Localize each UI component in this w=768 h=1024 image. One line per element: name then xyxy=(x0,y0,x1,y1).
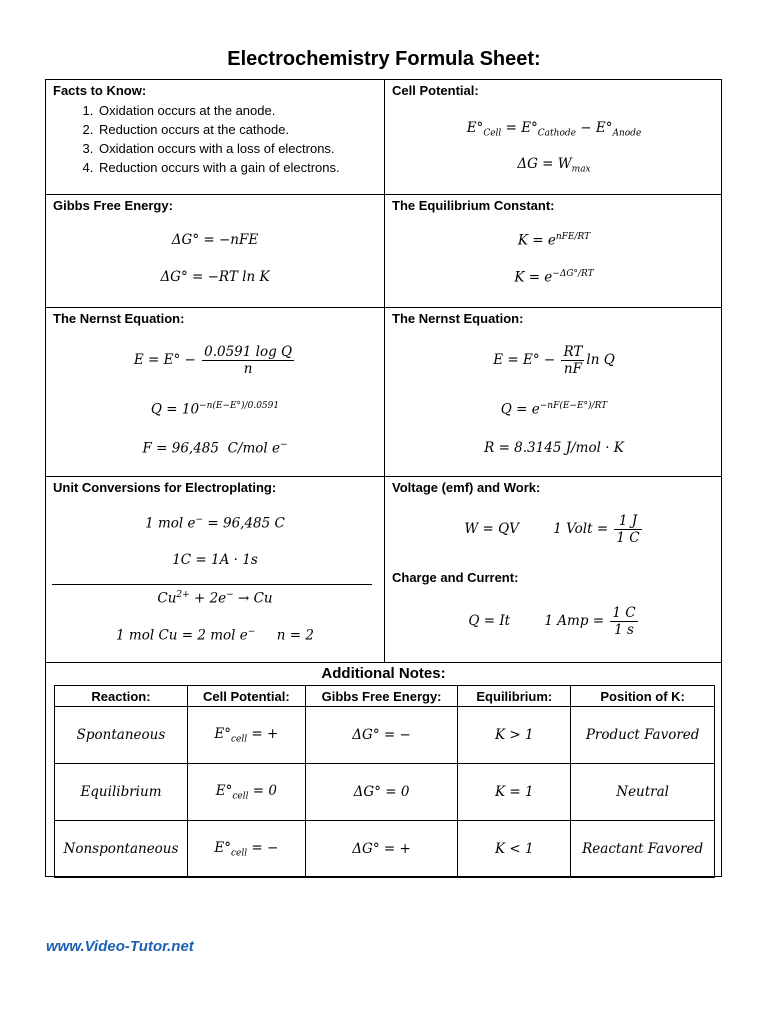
max-work-equation: $\Delta G = W_{max}$ xyxy=(517,156,591,175)
column-header: Reaction: xyxy=(55,686,188,707)
reaction-cell: Spontaneous xyxy=(55,707,188,764)
fact-item: 4. Reduction occurs with a gain of electrons. xyxy=(97,158,377,177)
nernst-log-section xyxy=(46,308,384,476)
equilibrium-constant-heading: The Equilibrium Constant: xyxy=(392,198,555,213)
faraday-constant: F = 96,485 C/mol e− xyxy=(142,440,288,457)
nernst-ln-section xyxy=(385,308,723,476)
cell-potential-cell: $E^\circ_{cell}$ = + xyxy=(187,707,305,764)
gibbs-cell: ΔG° = + xyxy=(305,821,458,878)
gas-constant: R = 8.3145 J/mol · K xyxy=(484,440,624,456)
notes-title: Additional Notes: xyxy=(321,665,446,682)
position-cell: Neutral xyxy=(571,764,715,821)
k-nfe-equation: $K = e^{nFE/RT}$ xyxy=(517,232,591,249)
facts-heading: Facts to Know: xyxy=(53,83,147,98)
nernst-log-heading: The Nernst Equation: xyxy=(53,311,185,326)
reaction-cell: Nonspontaneous xyxy=(55,821,188,878)
column-header: Equilibrium: xyxy=(458,686,571,707)
k-relation-cell: K < 1 xyxy=(458,821,571,878)
unit-conversions-section xyxy=(46,477,384,663)
reaction-cell: Equilibrium xyxy=(55,764,188,821)
unit-conversions-heading: Unit Conversions for Electroplating: xyxy=(53,480,277,495)
page-title: Electrochemistry Formula Sheet: xyxy=(227,48,541,70)
cell-sign: − xyxy=(267,839,279,856)
gibbs-sign: 0 xyxy=(400,784,410,800)
additional-notes-section xyxy=(45,663,722,877)
formula-grid xyxy=(45,79,722,663)
copper-mole-ratio: 1 mol Cu = 2 mol e− n = 2 xyxy=(116,627,314,644)
q-log-equation: $Q = 10^{-n(E-E^\circ)/0.0591}$ xyxy=(150,401,280,418)
nernst-ln-heading: The Nernst Equation: xyxy=(392,311,524,326)
gibbs-sign: + xyxy=(399,841,411,857)
cell-sign: 0 xyxy=(268,782,277,799)
cell-potential-cell: $E^\circ_{cell}$ = − xyxy=(187,821,305,878)
gibbs-heading: Gibbs Free Energy: xyxy=(53,198,173,213)
nernst-ln-equation: E = E° − $\frac{RT}{nF}$ ln Q xyxy=(493,344,615,377)
q-ln-equation: $Q = e^{-nF(E-E^\circ)/RT}$ xyxy=(500,401,608,418)
section-divider xyxy=(52,584,372,585)
coulomb-conversion: 1C = 1A · 1s xyxy=(172,552,258,568)
cell-sign: + xyxy=(267,725,279,742)
cell-potential-heading: Cell Potential: xyxy=(392,83,479,98)
table-header-row xyxy=(55,686,715,707)
faraday-value: 96,485 xyxy=(223,515,271,532)
gas-constant-value: 8.3145 xyxy=(514,440,562,456)
fact-item: 3. Oxidation occurs with a loss of electrons. xyxy=(97,139,377,158)
facts-section xyxy=(46,80,384,194)
k-relation-cell: K = 1 xyxy=(458,764,571,821)
facts-list xyxy=(53,101,377,177)
gibbs-sign: − xyxy=(399,727,411,743)
cell-potential-equation: $E^\circ_{Cell} = E^\circ_{Cathode} - E^\circ_{Anode}$ xyxy=(466,120,642,139)
k-relation-cell: K > 1 xyxy=(458,707,571,764)
equilibrium-constant-section xyxy=(385,195,723,307)
gibbs-section xyxy=(46,195,384,307)
k-gibbs-equation: $K = e^{-\Delta G^\circ/RT}$ xyxy=(514,269,594,286)
table-row xyxy=(55,821,715,878)
website-link[interactable]: www.Video-Tutor.net xyxy=(46,938,194,955)
gibbs-rtlnk-equation: ΔG° = −RT ln K xyxy=(160,269,270,285)
mol-electron-conversion: 1 mol e− = 96,485 C xyxy=(145,515,285,532)
cell-potential-section xyxy=(385,80,723,194)
faraday-value: 96,485 xyxy=(171,440,219,457)
position-cell: Reactant Favored xyxy=(571,821,715,878)
notes-table xyxy=(54,685,715,878)
table-row xyxy=(55,707,715,764)
gibbs-nfe-equation: ΔG° = −nFE xyxy=(171,232,259,248)
nernst-log-equation: E = E° − $\frac{\text{0.0591 log Q}}{n}$ xyxy=(133,344,293,377)
column-header: Gibbs Free Energy: xyxy=(305,686,458,707)
cell-potential-cell: $E^\circ_{cell} = 0$ xyxy=(187,764,305,821)
charge-current-heading: Charge and Current: xyxy=(392,570,519,585)
copper-half-reaction: $Cu^{2+} + 2e^- \to Cu$ xyxy=(157,590,273,607)
gibbs-cell: ΔG° = − xyxy=(305,707,458,764)
fact-item: 1. Oxidation occurs at the anode. xyxy=(97,101,377,120)
work-equation: W = QV 1 Volt = $\frac{1 J}{1 C}$ xyxy=(464,513,640,546)
gibbs-cell: ΔG° = 0 xyxy=(305,764,458,821)
table-row xyxy=(55,764,715,821)
column-header: Position of K: xyxy=(571,686,715,707)
position-cell: Product Favored xyxy=(571,707,715,764)
charge-equation: Q = It 1 Amp = $\frac{1 C}{1 s}$ xyxy=(468,605,636,638)
fact-item: 2. Reduction occurs at the cathode. xyxy=(97,120,377,139)
voltage-work-heading: Voltage (emf) and Work: xyxy=(392,480,541,495)
column-header: Cell Potential: xyxy=(187,686,305,707)
voltage-work-section xyxy=(385,477,723,663)
